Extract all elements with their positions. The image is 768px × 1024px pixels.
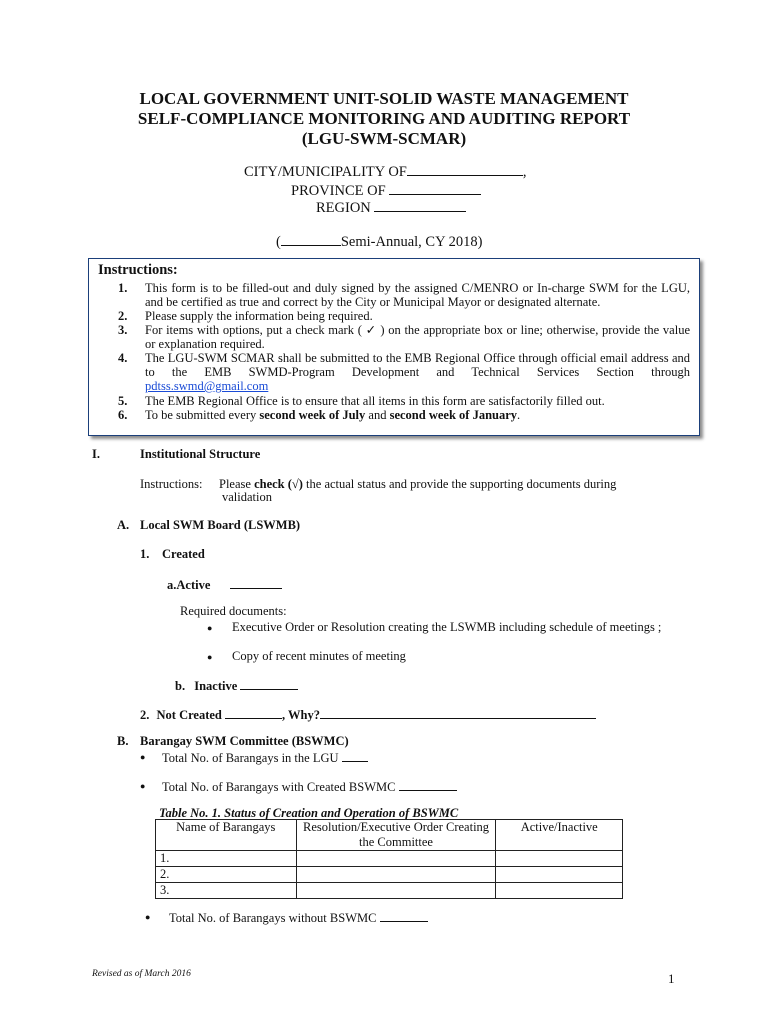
text-bold: second week of January (389, 408, 518, 422)
table-cell[interactable]: 3. (156, 883, 297, 899)
text-bold: check (√) (254, 477, 303, 491)
total-with-row (162, 778, 457, 794)
instruction-item (118, 309, 690, 323)
instruction-number: 6. (118, 408, 128, 422)
text: the actual status and provide the supporting documents during (302, 477, 617, 491)
text-bold: second week of July (259, 408, 366, 422)
instruction-number: 1. (118, 281, 128, 295)
region-field (316, 199, 466, 217)
active-label: a.Active (167, 578, 211, 592)
instruction-text (145, 408, 690, 422)
period-blank[interactable] (281, 233, 341, 246)
city-blank[interactable] (407, 163, 523, 176)
table-header-cell: Active/Inactive (496, 820, 623, 851)
section-1-roman: I. (92, 447, 100, 461)
section-1-instructions-line2: validation (222, 490, 272, 504)
instruction-text (145, 351, 690, 393)
instruction-text: The EMB Regional Office is to ensure that all items in this form are satisfactorily filled out. (145, 394, 605, 408)
why-label: , Why? (282, 708, 320, 722)
inactive-letter: b. (175, 679, 186, 693)
doc-item-1: Executive Order or Resolution creating the LSWMB including schedule of meetings ; (232, 620, 662, 634)
period-field: ( Semi-Annual, CY 2018) (276, 234, 483, 250)
list-item (207, 620, 212, 635)
subsection-a-letter: A. (117, 518, 130, 532)
instruction-number: 4. (118, 351, 128, 365)
list-item (207, 649, 212, 664)
bullet-icon: ● (207, 623, 213, 633)
instruction-item (118, 281, 690, 309)
total-without-label: Total No. of Barangays without BSWMC (169, 911, 377, 925)
instruction-text: For items with options, put a check mark ( ✓ ) on the appropriate box or line; otherwise, provide the value or explanation required. (145, 323, 690, 351)
why-blank[interactable] (320, 706, 596, 719)
table-cell[interactable]: 1. (156, 851, 297, 867)
list-item (140, 749, 145, 764)
bullet-icon: ● (140, 781, 146, 791)
page-number: 1 (668, 971, 675, 986)
table-header-row (156, 820, 623, 851)
title-line-1: LOCAL GOVERNMENT UNIT-SOLID WASTE MANAGEMENT (139, 89, 629, 108)
table-cell[interactable] (496, 883, 623, 899)
not-created-number: 2. (140, 708, 150, 722)
instruction-number: 3. (118, 323, 128, 337)
instruction-number: 5. (118, 394, 128, 408)
table-cell[interactable] (496, 867, 623, 883)
total-barangays-blank[interactable] (342, 749, 368, 762)
title-line-3: (LGU-SWM-SCMAR) (301, 129, 467, 148)
table-row (156, 883, 623, 899)
instructions-title: Instructions: (98, 262, 178, 278)
province-label: PROVINCE OF (291, 183, 386, 199)
text: Please (219, 477, 255, 491)
city-field: CITY/MUNICIPALITY OF , (244, 164, 527, 180)
active-option (167, 576, 282, 592)
not-created-blank[interactable] (225, 706, 282, 719)
table-cell[interactable]: 2. (156, 867, 297, 883)
revised-note: Revised as of March 2016 (92, 969, 191, 979)
total-with-blank[interactable] (399, 778, 457, 791)
instruction-item (118, 408, 690, 422)
table-row (156, 867, 623, 883)
total-barangays-label: Total No. of Barangays in the LGU (162, 751, 339, 765)
instruction-item (118, 323, 690, 351)
created-label: Created (162, 547, 205, 561)
table-cell[interactable] (296, 867, 496, 883)
text: To be submitted every (145, 408, 260, 422)
province-field (291, 182, 481, 200)
section-1-instructions-text (219, 477, 679, 491)
table-cell[interactable] (296, 851, 496, 867)
instruction-item (118, 351, 690, 393)
table-caption: Table No. 1. Status of Creation and Operation of BSWMC (159, 806, 459, 820)
inactive-option (175, 677, 298, 693)
list-item (145, 909, 150, 924)
title-line-2: SELF-COMPLIANCE MONITORING AND AUDITING REPORT (137, 109, 631, 128)
instruction-text: This form is to be filled-out and duly signed by the assigned C/MENRO or In-charge SWM for the LGU, and be certified as true and correct by the City or Municipal Mayor or designated alternate. (145, 281, 690, 309)
table-header-cell: Resolution/Executive Order Creating the Committee (296, 820, 496, 851)
city-label: CITY/MUNICIPALITY OF (244, 164, 407, 180)
list-item (140, 778, 145, 793)
table-row (156, 851, 623, 867)
not-created-row (140, 706, 596, 722)
region-label: REGION (316, 200, 371, 216)
text: and (365, 408, 390, 422)
instruction-text: Please supply the information being required. (145, 309, 373, 323)
created-number: 1. (140, 547, 150, 561)
required-docs-label: Required documents: (180, 604, 287, 618)
bullet-icon: ● (145, 912, 151, 922)
subsection-b-title: Barangay SWM Committee (BSWMC) (140, 734, 349, 748)
subsection-a-title: Local SWM Board (LSWMB) (140, 518, 301, 532)
bswmc-table (155, 819, 623, 899)
email-link[interactable]: pdtss.swmd@gmail.com (145, 379, 269, 393)
bullet-icon: ● (207, 652, 213, 662)
region-blank[interactable] (374, 199, 466, 212)
bullet-icon: ● (140, 752, 146, 762)
section-1-instructions-label: Instructions: (140, 477, 203, 491)
total-with-label: Total No. of Barangays with Created BSWMC (162, 780, 396, 794)
table-cell[interactable] (296, 883, 496, 899)
section-1-title: Institutional Structure (140, 447, 261, 461)
total-without-row (169, 909, 428, 925)
inactive-label: Inactive (194, 679, 238, 693)
inactive-blank[interactable] (240, 677, 298, 690)
not-created-label: Not Created (156, 708, 222, 722)
doc-item-2: Copy of recent minutes of meeting (232, 649, 406, 663)
instruction-number: 2. (118, 309, 128, 323)
total-barangays-row (162, 749, 368, 765)
period-label: Semi-Annual, CY 2018) (340, 234, 483, 250)
active-blank[interactable] (230, 576, 282, 589)
text: . (517, 408, 521, 422)
total-without-blank[interactable] (380, 909, 428, 922)
table-header-cell: Name of Barangays (156, 820, 297, 851)
province-blank[interactable] (389, 182, 481, 195)
instruction-item (118, 394, 690, 408)
instruction-text-body: The LGU-SWM SCMAR shall be submitted to the EMB Regional Office through official email address and to the EMB SWMD-Program Development and Technical Services Section through (145, 351, 690, 379)
subsection-b-letter: B. (117, 734, 129, 748)
table-cell[interactable] (496, 851, 623, 867)
